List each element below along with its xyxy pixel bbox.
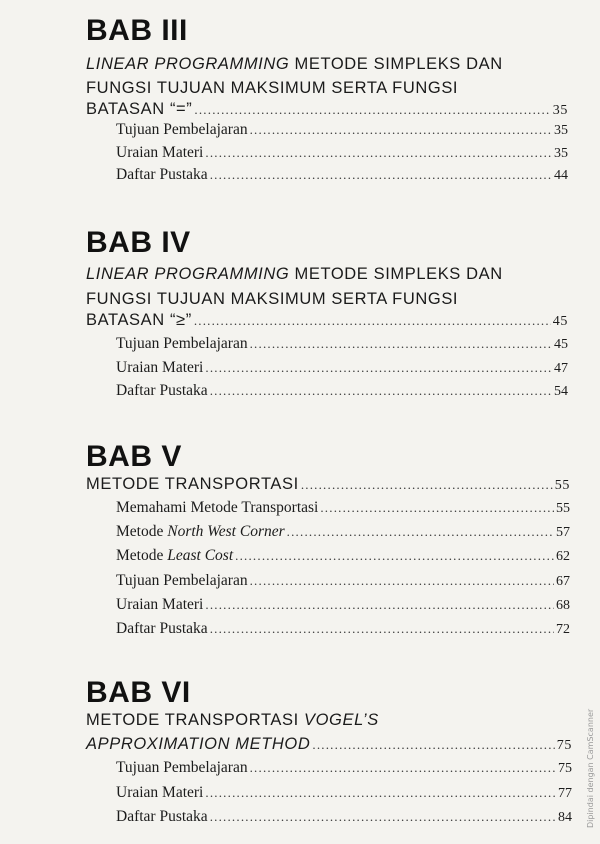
page-number: 35 xyxy=(554,123,568,138)
toc-entry[interactable]: Daftar Pustaka ..... 44 xyxy=(116,166,568,184)
toc-entry[interactable]: Daftar Pustaka ..... 54 xyxy=(116,382,568,400)
page-number: 62 xyxy=(556,549,570,564)
chapter-title-line: FUNGSI TUJUAN MAKSIMUM SERTA FUNGSI xyxy=(86,79,459,97)
page-number: 47 xyxy=(554,361,568,376)
toc-chapter-row[interactable]: APPROXIMATION METHOD ..... 75 xyxy=(86,735,572,754)
chapter-label: BAB IV xyxy=(86,226,191,259)
toc-entry[interactable]: Metode Least Cost ..... 62 xyxy=(116,547,570,565)
toc-entry[interactable]: Daftar Pustaka ..... 72 xyxy=(116,620,570,638)
toc-entry[interactable]: Tujuan Pembelajaran ..... 67 xyxy=(116,572,570,590)
toc-chapter-row[interactable]: BATASAN “≥” ..... 45 xyxy=(86,311,568,330)
chapter-label: BAB VI xyxy=(86,676,191,709)
scanner-watermark: Dipindai dengan CamScanner xyxy=(586,708,595,828)
page-number: 77 xyxy=(558,786,572,801)
toc-chapter-row[interactable]: METODE TRANSPORTASI ..... 55 xyxy=(86,475,570,494)
page-number: 75 xyxy=(558,761,572,776)
page-number: 54 xyxy=(554,384,568,399)
page-number: 35 xyxy=(552,103,568,118)
chapter-title-line: LINEAR PROGRAMMING METODE SIMPLEKS DAN xyxy=(86,265,503,283)
page-number: 55 xyxy=(554,478,570,493)
toc-entry[interactable]: Memahami Metode Transportasi ..... 55 xyxy=(116,499,570,517)
toc-entry[interactable]: Tujuan Pembelajaran ..... 35 xyxy=(116,121,568,139)
chapter-title-line: FUNGSI TUJUAN MAKSIMUM SERTA FUNGSI xyxy=(86,290,459,308)
chapter-label: BAB V xyxy=(86,440,182,473)
chapter-title-line: LINEAR PROGRAMMING METODE SIMPLEKS DAN xyxy=(86,55,503,73)
toc-entry[interactable]: Daftar Pustaka ..... 84 xyxy=(116,808,572,826)
toc-chapter-row[interactable]: BATASAN “=” ..... 35 xyxy=(86,100,568,119)
chapter-title-line: METODE TRANSPORTASI VOGEL’S xyxy=(86,711,379,729)
toc-entry[interactable]: Uraian Materi ..... 68 xyxy=(116,596,570,614)
toc-entry[interactable]: Uraian Materi ..... 77 xyxy=(116,784,572,802)
page-number: 35 xyxy=(554,146,568,161)
page-number: 44 xyxy=(554,168,568,183)
page-number: 55 xyxy=(556,501,570,516)
page-number: 84 xyxy=(558,810,572,825)
page-number: 68 xyxy=(556,598,570,613)
toc-entry[interactable]: Uraian Materi ..... 47 xyxy=(116,359,568,377)
toc-entry[interactable]: Uraian Materi ..... 35 xyxy=(116,144,568,162)
page-number: 57 xyxy=(556,525,570,540)
page-number: 72 xyxy=(556,622,570,637)
toc-entry[interactable]: Tujuan Pembelajaran ..... 45 xyxy=(116,335,568,353)
page-number: 45 xyxy=(552,314,568,329)
page-number: 67 xyxy=(556,574,570,589)
toc-entry[interactable]: Tujuan Pembelajaran ..... 75 xyxy=(116,759,572,777)
page-number: 45 xyxy=(554,337,568,352)
chapter-label: BAB III xyxy=(86,14,188,47)
toc-entry[interactable]: Metode North West Corner ..... 57 xyxy=(116,523,570,541)
page-number: 75 xyxy=(556,738,572,753)
